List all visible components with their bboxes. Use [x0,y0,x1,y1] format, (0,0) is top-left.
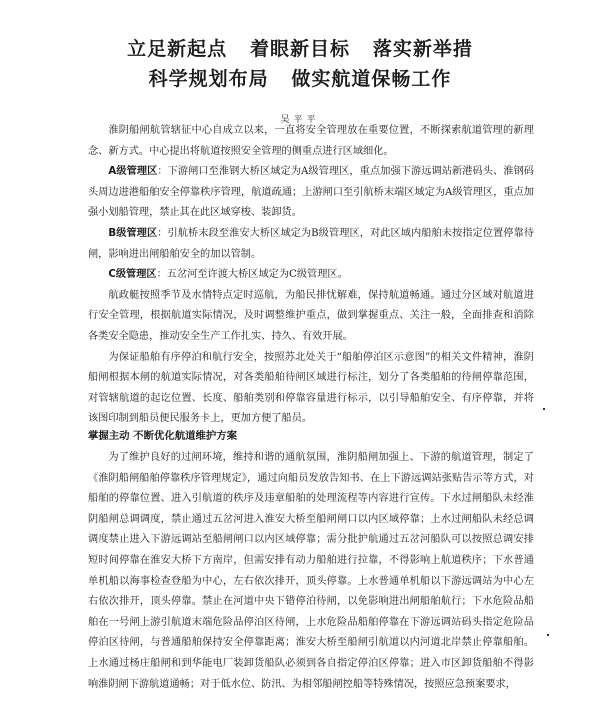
zone-a-paragraph [88,162,534,224]
zone-a-label: A级管理区 [108,166,158,178]
zone-b-text: ：引航桥末段至淮安大桥区域定为B级管理区，对此区域内船舶未按指定位置停靠待闸，影响进出闸船舶安全的加以管制。 [88,227,535,260]
zone-a-text: ：下游闸口至淮钢大桥区域定为A级管理区，重点加强下游远调站新港码头、淮钢码头周边进港船舶安全停靠秩序管理，航道疏通；上游闸口至引航桥末端区域定为A级管理区，重点加强小划船管理，禁止其在此区域穿梭、装卸货。 [88,166,534,219]
zone-c-label: C级管理区 [108,269,157,281]
zone-c-text: ：五岔河至许渡大桥区域定为C级管理区。 [156,269,348,281]
article-body-part-1 [88,121,534,430]
zone-c-paragraph [88,265,534,286]
article-body-part-2 [88,448,534,695]
author-name: 吴平平 [280,115,320,125]
maintenance-paragraph: 为了维护良好的过闸环境，维持和谐的通航氛围，淮阴船闸加强上、下游的航道管理，制定了《淮阴船闸船舶停靠秩序管理规定》，通过向船员发放告知书、在上下游远调站张贴告示等方式，对船舶的停靠位置、进入引航道的秩序及违章船舶的处理流程等内容进行宣传。下水过闸船队未经淮阴船闸总调调度，禁止通过五岔河进入淮安大桥至船闸闸口以内区域停靠；上水过闸船队未经总调调度禁止进入下游远调站至船闸闸口以内区域停靠；需分批护航通过五岔河船队可以按照总调安排短时间停靠在淮安大桥下方南岸，但需安排有动力船舶进行拉靠，不得影响上航道秩序；下水普通单机船以海事检查登船为中心，左右依次排开，顶头停靠。上水普通单机船以下游远调站为中心左右依次排开，顶头停靠。禁止在河道中央下错停泊待闸，以免影响进出闸船舶航行；下水危险品船舶在一号闸上游引航道末端危险品停泊区待闸，上水危险品船舶停靠在下游远调站码头指定危险品停泊区待闸，与普通船舶保持安全停靠距离；淮安大桥至船闸引航道以内河道北岸禁止停靠船舶。上水通过杨庄船闸和到华能电厂装卸货船队必须到各自指定停泊区停靠；进入市区卸货船舶不得影响淮阴闸下游航道通畅；对于低水位、防汛、为相邻船闸控船等特殊情况，按照应急预案要求， [88,452,534,690]
berth-paragraph: 为保证船舶有序停泊和航行安全，按照苏北处关于“船舶停泊区示意图”的相关文件精神，淮阴船闸根据本闸的航道实际情况，对各类船舶待闸区域进行标注，划分了各类船舶的待闸停靠范围，对管辖航道的起讫位置、长度、船舶类别和停靠容量进行标示，以引导船舶安全、有序停靠，并将该图印制到船员便民服务卡上，更加方便了船员。 [88,351,534,425]
intro-paragraph: 淮阴船闸航管辖征中心自成立以来，一直将安全管理放在重要位置，不断探索航道管理的新理念、新方式。中心提出将航道按照安全管理的侧重点进行区域细化。 [88,125,534,157]
zone-b-label: B级管理区 [108,227,158,239]
section-heading: 掌握主动 不断优化航道维护方案 [88,430,238,442]
scan-speck [547,634,549,636]
patrol-paragraph: 航政艇按照季节及水情特点定时巡航，为船民排忧解难，保持航道畅通。通过分区域对航道进行安全管理，根据航道实际情况，及时调整维护重点，做到掌握重点、关注一般，全面排查和消除各类安全隐患，推动安全生产工作扎实、持久、有效开展。 [88,289,534,342]
article-title-line-2: 科学规划布局 做实航道保畅工作 [148,68,452,90]
zone-b-paragraph [88,224,534,265]
article-title-line-1: 立足新起点 着眼新目标 落实新举措 [127,38,473,60]
scan-speck [543,408,545,410]
